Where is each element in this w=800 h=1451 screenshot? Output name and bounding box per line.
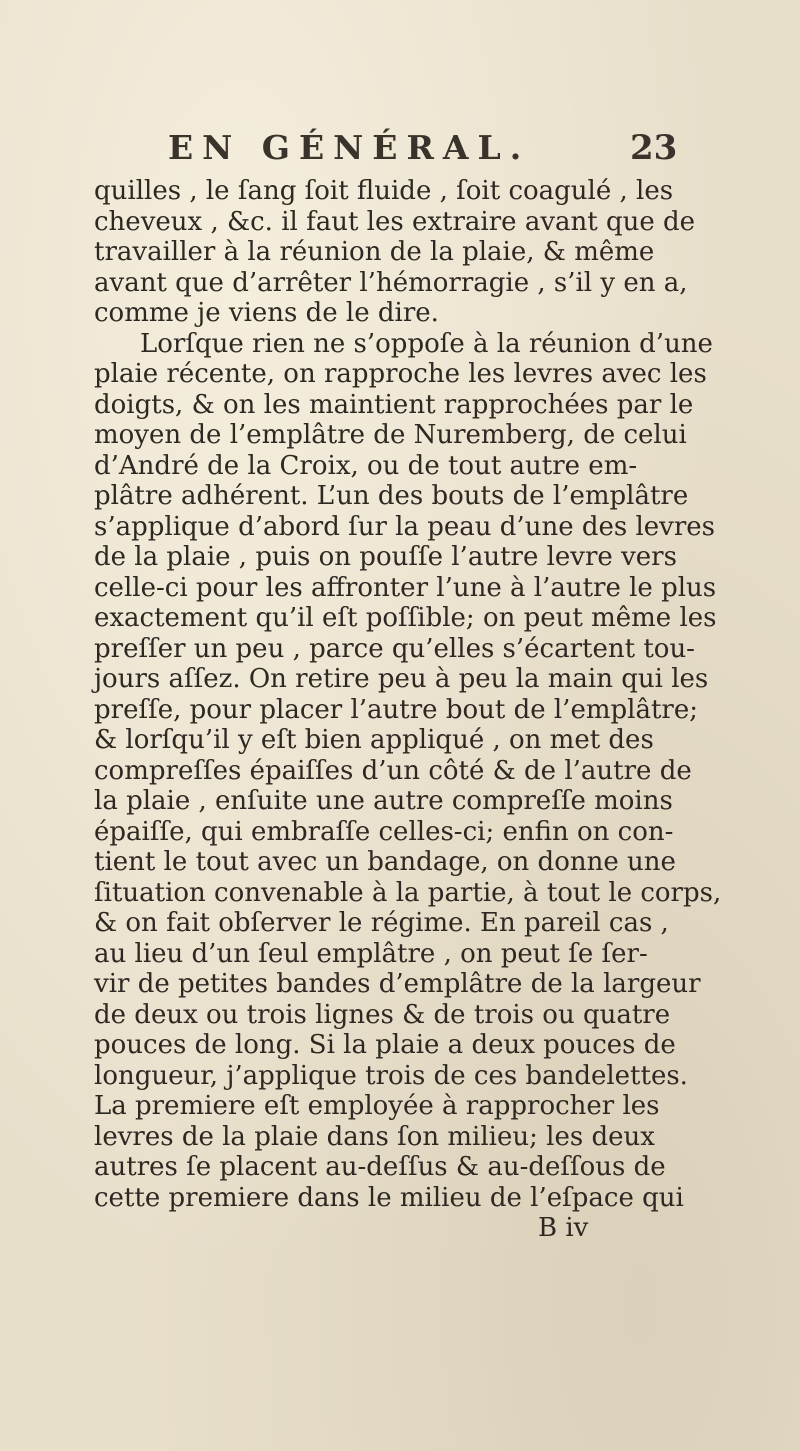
text-line: longueur, j’applique trois de ces bandelettes. <box>94 1060 688 1091</box>
text-line: & on fait obſerver le régime. En pareil cas , <box>94 908 669 938</box>
text-line: vir de petites bandes d’emplâtre de la largeur <box>94 969 701 999</box>
text-line: plâtre adhérent. L’un des bouts de l’emplâtre <box>94 481 689 511</box>
running-title: EN GÉNÉRAL. <box>168 128 531 167</box>
text-line: travailler à la réunion de la plaie, & même <box>94 237 655 267</box>
text-line: de la plaie , puis on pouſſe l’autre levre vers <box>94 542 677 572</box>
text-line: épaiſſe, qui embraſſe celles-ci; enfin on con- <box>94 816 674 847</box>
text-line: pouces de long. Si la plaie a deux pouces de <box>94 1030 676 1060</box>
text-line: tient le tout avec un bandage, on donne une <box>94 847 676 877</box>
text-line: cette premiere dans le milieu de l’eſpace qui <box>94 1182 684 1213</box>
text-line: avant que d’arrêter l’hémorragie , s’il y en a, <box>94 267 688 298</box>
text-line: la plaie , enſuite une autre compreſſe moins <box>94 786 673 816</box>
text-line: jours aſſez. On retire peu à peu la main qui les <box>94 664 709 694</box>
text-line: quilles , le ſang ſoit fluide , ſoit coagulé , les <box>94 176 674 206</box>
text-line: au lieu d’un ſeul emplâtre , on peut ſe ſer- <box>94 938 648 969</box>
text-line: preſſe, pour placer l’autre bout de l’emplâtre; <box>94 694 698 725</box>
text-line: La premiere eſt employée à rapprocher les <box>94 1091 660 1121</box>
text-line: cheveux , &c. il faut les extraire avant que de <box>94 206 696 237</box>
text-line: Lorſque rien ne s’oppoſe à la réunion d’une <box>140 328 713 359</box>
text-line: moyen de l’emplâtre de Nuremberg, de celui <box>94 420 687 450</box>
text-line: levres de la plaie dans ſon milieu; les deux <box>94 1121 655 1152</box>
running-head <box>0 128 800 172</box>
page-number: 23 <box>630 128 678 168</box>
text-line: & lorſqu’il y eſt bien appliqué , on met des <box>94 725 654 755</box>
text-line: d’André de la Croix, ou de tout autre em- <box>94 450 638 481</box>
text-line: autres ſe placent au-deſſus & au-deſſous de <box>94 1152 666 1182</box>
text-line: preſſer un peu , parce qu’elles s’écartent tou- <box>94 633 695 664</box>
text-line: compreſſes épaiſſes d’un côté & de l’autre de <box>94 755 692 786</box>
text-line: celle-ci pour les affronter l’une à l’autre le plus <box>94 572 717 603</box>
text-line: s’applique d’abord ſur la peau d’une des levres <box>94 511 716 542</box>
text-line: comme je viens de le dire. <box>94 298 439 328</box>
text-line: doigts, & on les maintient rapprochées par le <box>94 389 694 420</box>
signature-mark: B iv <box>538 1213 589 1243</box>
text-line: de deux ou trois lignes & de trois ou quatre <box>94 999 671 1030</box>
text-line: plaie récente, on rapproche les levres avec les <box>94 359 707 389</box>
text-line: exactement qu’il eſt poſſible; on peut même les <box>94 603 717 633</box>
text-line: ſituation convenable à la partie, à tout le corps, <box>94 877 722 908</box>
